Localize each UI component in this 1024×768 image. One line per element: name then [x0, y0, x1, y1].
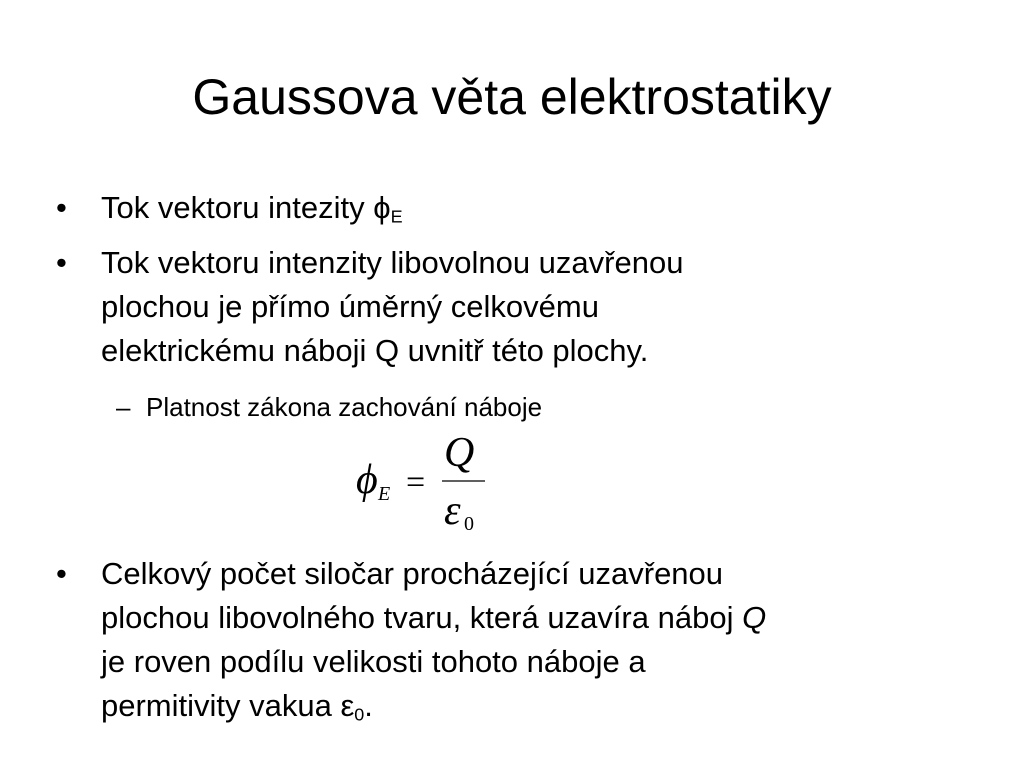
bullet-line: elektrickému náboji Q uvnitř této plochy. [101, 333, 649, 368]
bullet-text [101, 186, 403, 230]
bullet-marker: • [56, 190, 67, 225]
bullet-line: Celkový počet siločar procházející uzavřenou [101, 556, 724, 591]
formula-graphic [340, 428, 510, 540]
bullet-line: Tok vektoru intezity $\phi_E$ [101, 190, 403, 227]
sub-bullet-text: Platnost zákona zachování náboje [146, 392, 543, 422]
flux-subscript: E [390, 206, 403, 227]
bullet-marker: • [56, 556, 67, 591]
gauss-formula [340, 428, 510, 540]
epsilon-subscript: 0 [354, 704, 365, 725]
sub-bullet-charge-conservation [116, 388, 542, 426]
formula-phi: ϕ [356, 457, 378, 503]
formula-epsilon-subscript: 0 [464, 513, 474, 535]
bullet-line: permitivity vakua $\varepsilon_0$. [101, 688, 373, 725]
bullet-text [101, 552, 766, 728]
formula-numerator: Q [444, 430, 475, 476]
formula-equals: = [406, 464, 426, 501]
formula-epsilon: ε [444, 488, 461, 534]
sub-bullet-marker: – [116, 392, 131, 422]
bullet-line: plochou libovolného tvaru, která uzavíra náboj Q [101, 600, 767, 635]
formula-phi-subscript: E [378, 483, 391, 505]
charge-symbol: Q [742, 600, 767, 635]
bullet-marker: • [56, 245, 67, 280]
bullet-line: je roven podílu velikosti tohoto náboje a [101, 644, 646, 679]
bullet-text [101, 241, 683, 373]
bullet-line: Tok vektoru intenzity libovolnou uzavřenou [101, 245, 684, 280]
slide-title: Gaussova věta elektrostatiky [192, 69, 832, 125]
bullet-line: plochou je přímo úměrný celkovému [101, 289, 599, 324]
